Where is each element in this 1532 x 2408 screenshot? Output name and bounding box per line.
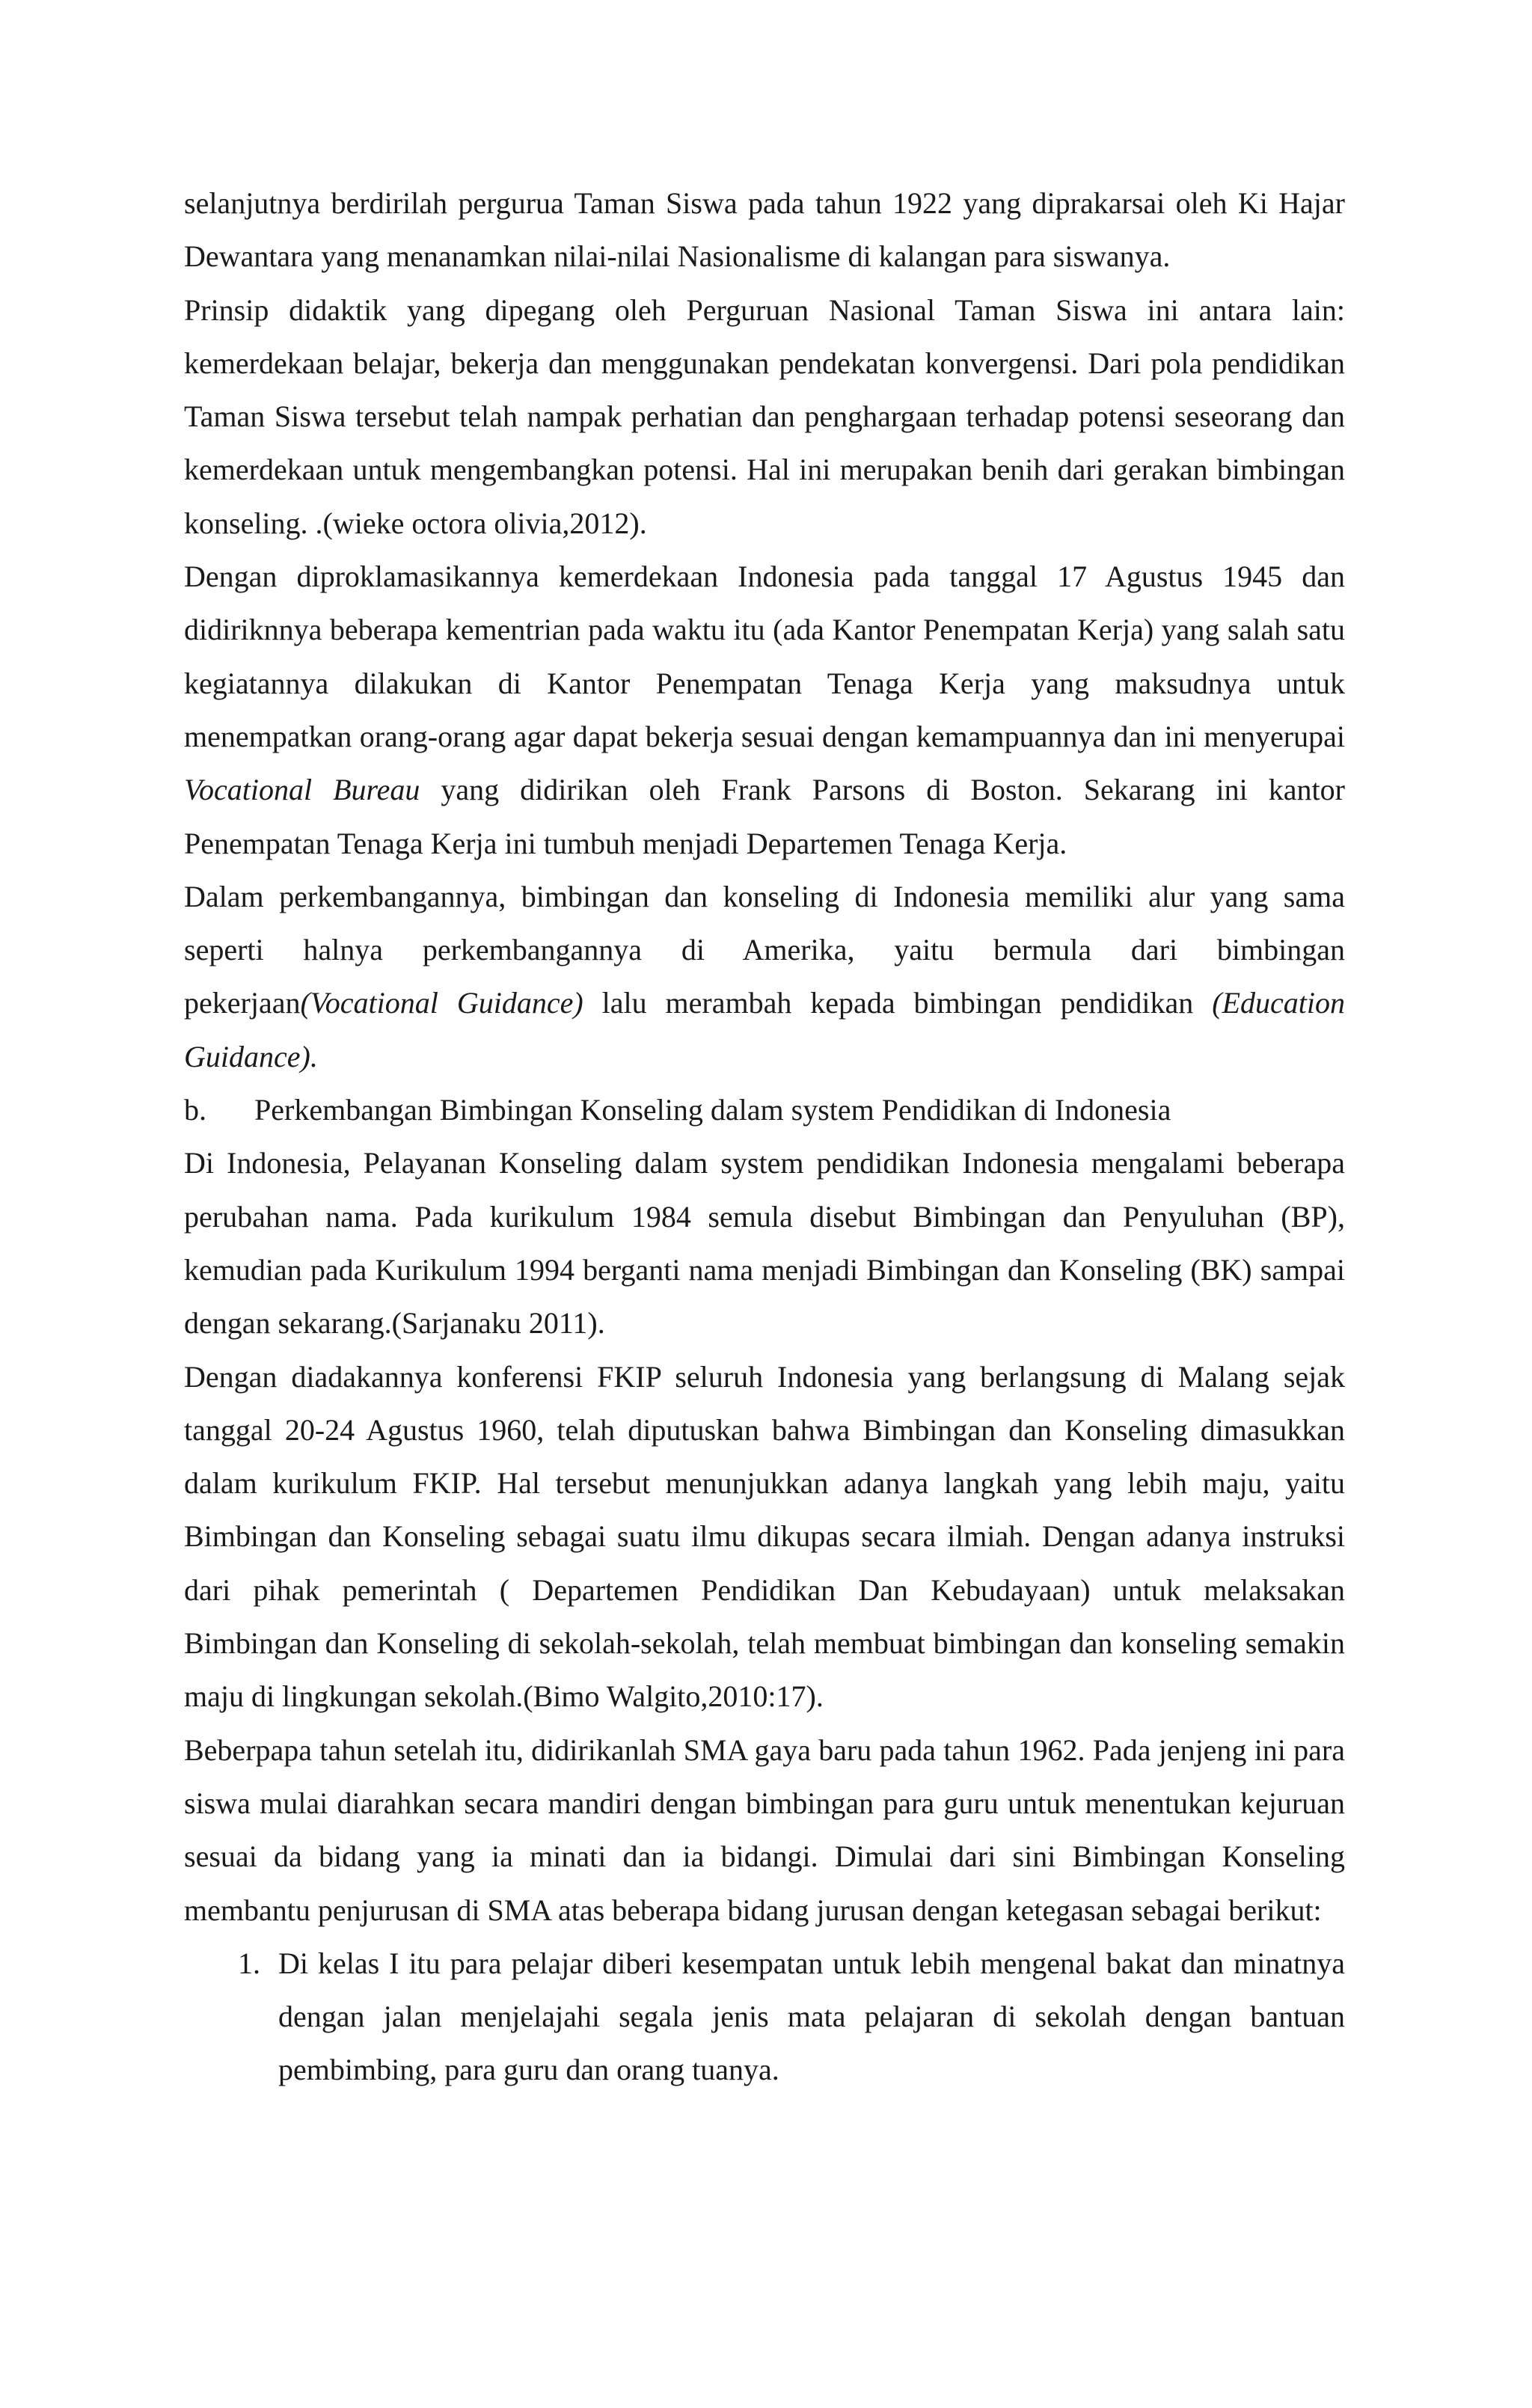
paragraph-didactic-principles: Prinsip didaktik yang dipegang oleh Perguruan Nasional Taman Siswa ini antara lain: kemerdekaan belajar, bekerja dan menggunakan pendekatan konvergensi. Dari pola pendidikan Taman Siswa tersebut telah nampak perhatian dan penghargaan terhadap potensi seseorang dan kemerdekaan untuk mengembangkan potensi. Hal ini merupakan benih dari gerakan bimbingan konseling. .(wieke octora olivia,2012). (184, 292, 1345, 540)
paragraph-text: lalu merambah kepada bimbingan pendidikan (583, 986, 1213, 1020)
section-heading-b (184, 1083, 1345, 1136)
paragraph-text: yang didirikan oleh Frank Parsons di Boston. Sekarang ini kantor Penempatan Tenaga Kerja ini tumbuh menjadi Departemen Tenaga Kerja. (184, 773, 1345, 860)
section-title: Perkembangan Bimbingan Konseling dalam system Pendidikan di Indonesia (254, 1093, 1171, 1127)
paragraph-fkip-conference: Dengan diadakannya konferensi FKIP seluruh Indonesia yang berlangsung di Malang sejak tanggal 20-24 Agustus 1960, telah diputuskan bahwa Bimbingan dan Konseling dimasukkan dalam kurikulum FKIP. Hal tersebut menunjukkan adanya langkah yang lebih maju, yaitu Bimbingan dan Konseling sebagai suatu ilmu dikupas secara ilmiah. Dengan adanya instruksi dari pihak pemerintah ( Departemen Pendidikan Dan Kebudayaan) untuk melaksakan Bimbingan dan Konseling di sekolah-sekolah, telah membuat bimbingan dan konseling semakin maju di lingkungan sekolah.(Bimo Walgito,2010:17). (184, 1359, 1345, 1714)
list-item (184, 1937, 1345, 2097)
list-item-text: Di kelas I itu para pelajar diberi kesempatan untuk lebih mengenal bakat dan minatnya dengan jalan menjelajahi segala jenis mata pelajaran di sekolah dengan bantuan pembimbing, para guru dan orang tuanya. (278, 1946, 1345, 2087)
italic-term: (Vocational Guidance) (300, 986, 583, 1020)
paragraph-name-changes: Di Indonesia, Pelayanan Konseling dalam system pendidikan Indonesia mengalami beberapa perubahan nama. Pada kurikulum 1984 semula disebut Bimbingan dan Penyuluhan (BP), kemudian pada Kurikulum 1994 berganti nama menjadi Bimbingan dan Konseling (BK) sampai dengan sekarang.(Sarjanaku 2011). (184, 1146, 1345, 1341)
section-label: b. (184, 1093, 206, 1127)
list-item-number: 1. (238, 1946, 260, 1980)
paragraph-new-sma: Beberpapa tahun setelah itu, didirikanlah SMA gaya baru pada tahun 1962. Pada jenjeng ini para siswa mulai diarahkan secara mandiri dengan bimbingan para guru untuk menentukan kejuruan sesuai da bidang yang ia minati dan ia bidangi. Dimulai dari sini Bimbingan Konseling membantu penjurusan di SMA atas beberapa bidang jurusan dengan ketegasan sebagai berikut: (184, 1733, 1345, 1927)
paragraph-taman-siswa-founding: selanjutnya berdirilah pergurua Taman Siswa pada tahun 1922 yang diprakarsai oleh Ki Hajar Dewantara yang menanamkan nilai-nilai Nasionalisme di kalangan para siswanya. (184, 186, 1345, 274)
paragraph-independence-proclamation (184, 550, 1345, 870)
paragraph-development-in-indonesia (184, 870, 1345, 1083)
italic-term: Vocational Bureau (184, 773, 420, 807)
italic-term: (Education Guidance). (184, 986, 1345, 1073)
numbered-list (184, 1937, 1345, 2097)
paragraph-text: Dengan diproklamasikannya kemerdekaan Indonesia pada tanggal 17 Agustus 1945 dan didiriknnya beberapa kementrian pada waktu itu (ada Kantor Penempatan Kerja) yang salah satu kegiatannya dilakukan di Kantor Penempatan Tenaga Kerja yang maksudnya untuk menempatkan orang-orang agar dapat bekerja sesuai dengan kemampuannya dan ini menyerupai (184, 560, 1345, 753)
paragraph-text: Dalam perkembangannya, bimbingan dan konseling di Indonesia memiliki alur yang sama seperti halnya perkembangannya di Amerika, yaitu bermula dari bimbingan pekerjaan (184, 879, 1345, 1020)
document-body (184, 177, 1345, 2097)
